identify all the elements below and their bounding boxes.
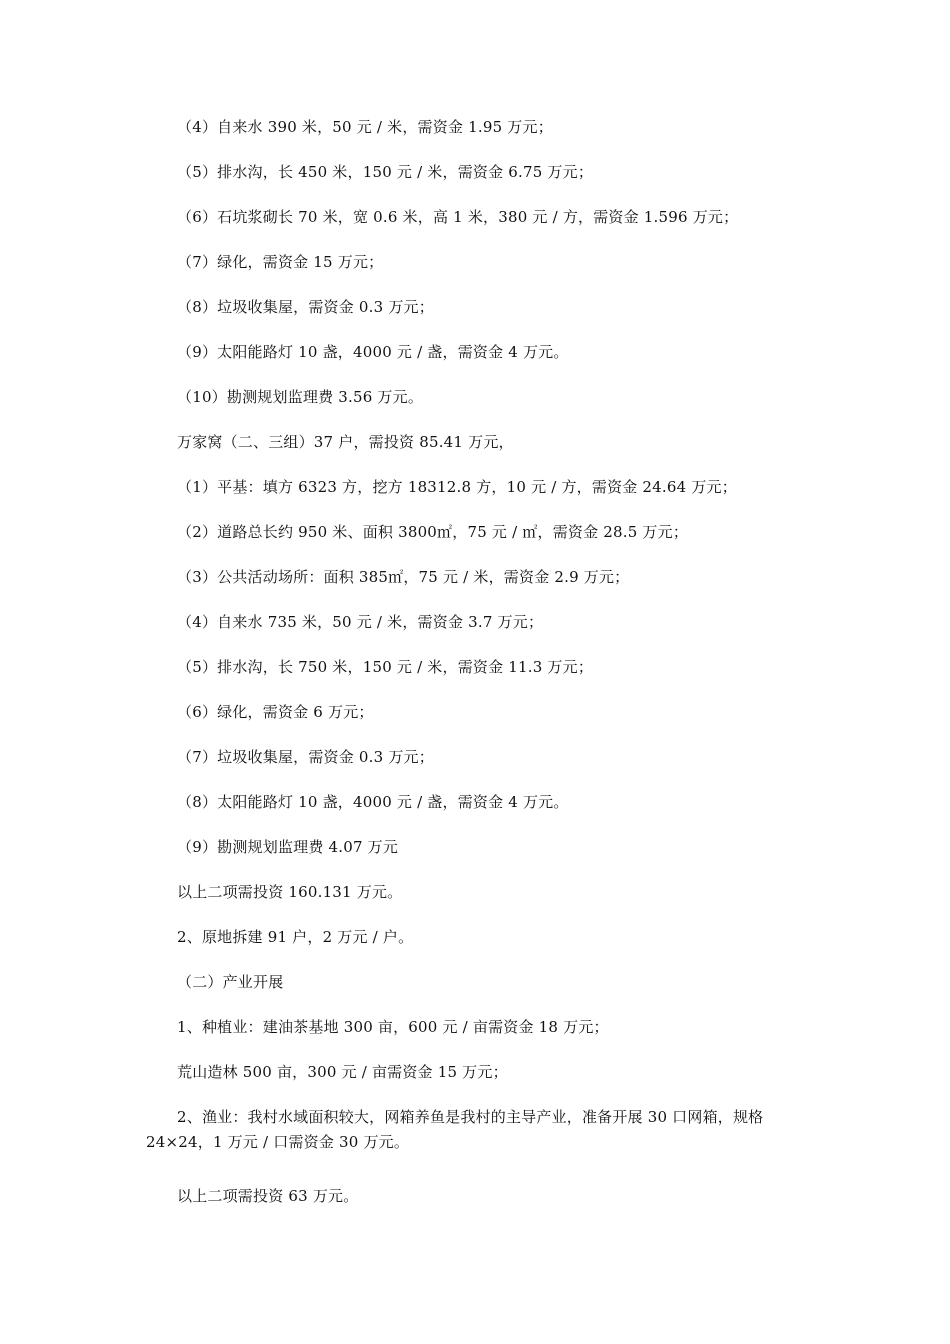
item-garbage-house-2: （7）垃圾收集屋，需资金 0.3 万元；	[177, 748, 434, 766]
item-road-2: （2）道路总长约 950 米、面积 3800㎡，75 元 / ㎡，需资金 28.5 万元；	[177, 523, 689, 541]
item-drainage-1: （5）排水沟，长 450 米，150 元 / 米，需资金 6.75 万元；	[177, 163, 594, 181]
item-solar-lights-1: （9）太阳能路灯 10 盏，4000 元 / 盏，需资金 4 万元。	[177, 343, 569, 361]
item-fishery: 2、渔业：我村水域面积较大，网箱养鱼是我村的主导产业，准备开展 30 口网箱，规格 24×24，1 万元 / 口需资金 30 万元。	[146, 1108, 764, 1151]
item-leveling-2: （1）平基：填方 6323 方，挖方 18312.8 方，10 元 / 方，需资金 24.64 万元；	[177, 478, 737, 496]
item-solar-lights-2: （8）太阳能路灯 10 盏，4000 元 / 盏，需资金 4 万元。	[177, 793, 569, 811]
item-greening-1: （7）绿化，需资金 15 万元；	[177, 253, 384, 271]
item-planting: 1、种植业：建油茶基地 300 亩，600 元 / 亩需资金 18 万元；	[177, 1018, 609, 1036]
item-survey-fee-2: （9）勘测规划监理费 4.07 万元	[177, 838, 399, 856]
item-garbage-house-1: （8）垃圾收集屋，需资金 0.3 万元；	[177, 298, 434, 316]
item-public-space-2: （3）公共活动场所：面积 385㎡，75 元 / 米，需资金 2.9 万元；	[177, 568, 630, 586]
subtotal-industry: 以上二项需投资 63 万元。	[177, 1187, 359, 1205]
item-stone-wall-1: （6）石坑浆砌长 70 米，宽 0.6 米，高 1 米，380 元 / 方，需资金 1.596 万元；	[177, 208, 739, 226]
item-water-supply-1: （4）自来水 390 米，50 元 / 米，需资金 1.95 万元；	[177, 118, 553, 136]
item-survey-fee-1: （10）勘测规划监理费 3.56 万元。	[177, 388, 424, 406]
heading-industry: （二）产业开展	[177, 973, 284, 991]
section-wanjiawo: 万家窝（二、三组）37 户，需投资 85.41 万元，	[177, 433, 514, 451]
item-greening-2: （6）绿化，需资金 6 万元；	[177, 703, 374, 721]
subtotal-relocation: 以上二项需投资 160.131 万元。	[177, 883, 403, 901]
item-drainage-2: （5）排水沟，长 750 米，150 元 / 米，需资金 11.3 万元；	[177, 658, 594, 676]
item-afforestation: 荒山造林 500 亩，300 元 / 亩需资金 15 万元；	[177, 1063, 508, 1081]
item-rebuild: 2、原地拆建 91 户，2 万元 / 户。	[177, 928, 414, 946]
item-water-supply-2: （4）自来水 735 米，50 元 / 米，需资金 3.7 万元；	[177, 613, 544, 631]
